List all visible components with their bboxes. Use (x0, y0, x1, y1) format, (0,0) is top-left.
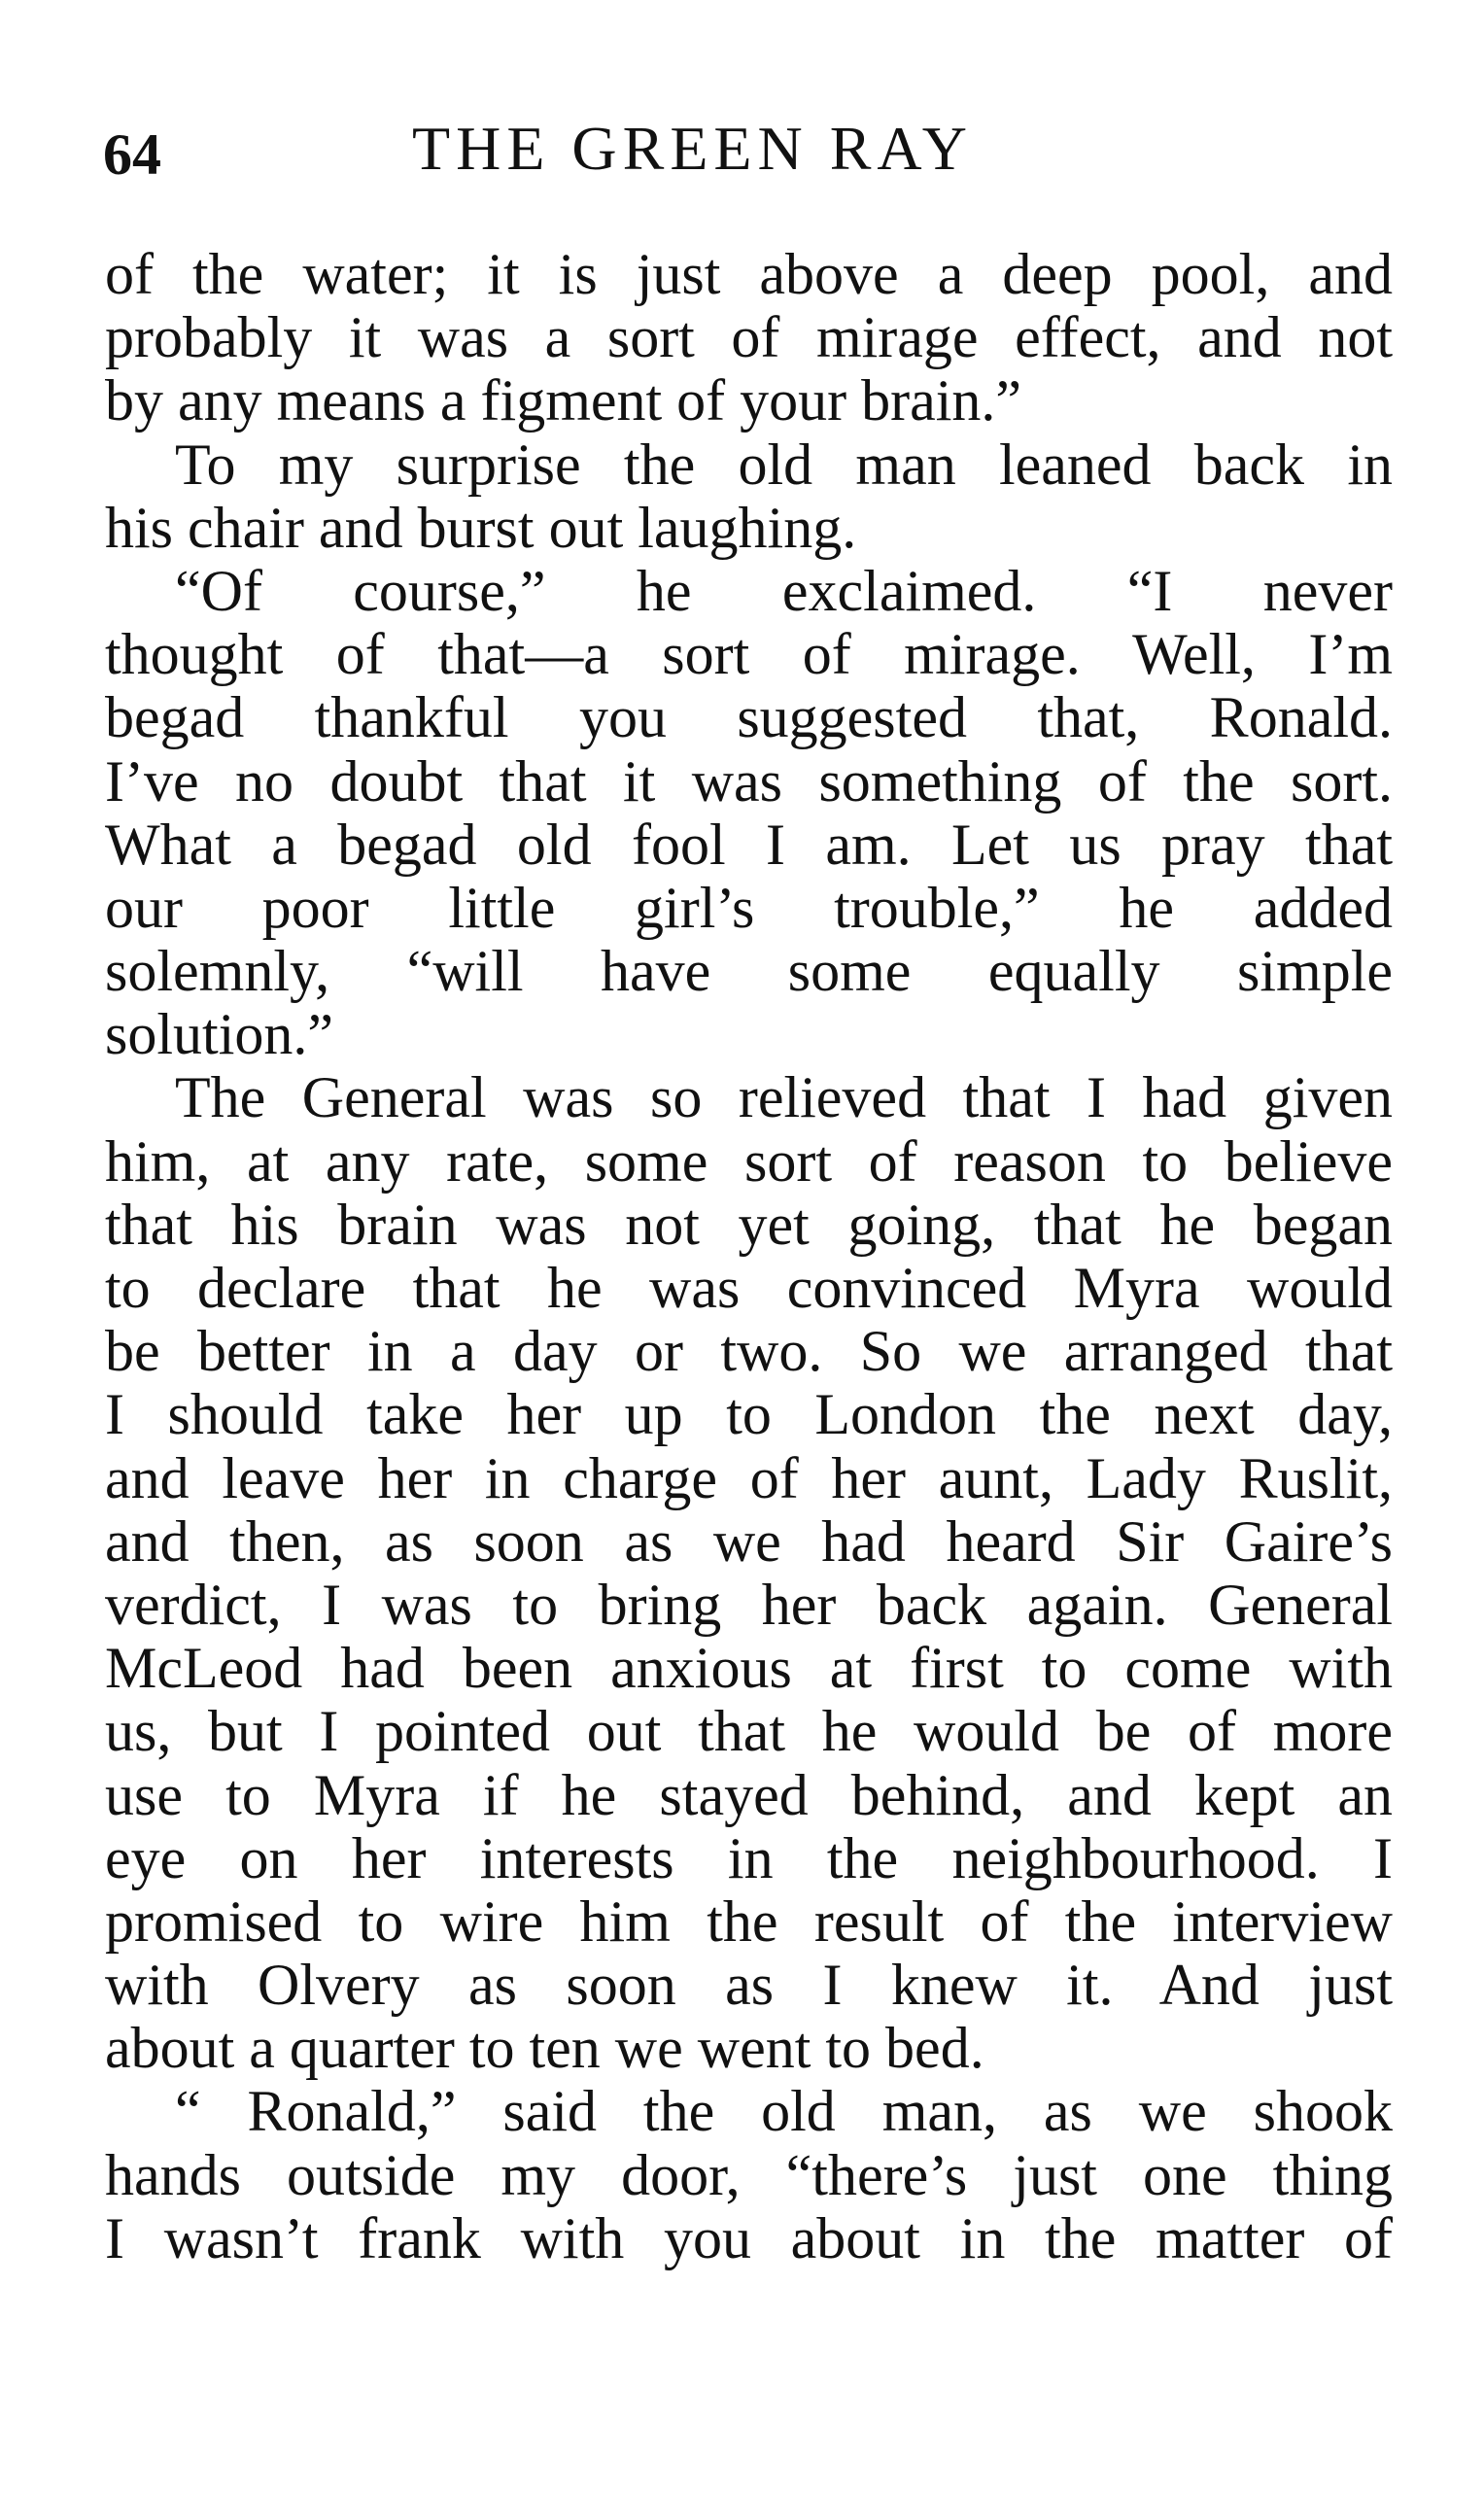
text-line: solemnly, “will have some equally simple (105, 940, 1393, 1004)
text-line: promised to wire him the result of the interview (105, 1889, 1393, 1954)
text-line: by any means a figment of your brain.” (105, 369, 1022, 433)
text-line: I wasn’t frank with you about in the matter of (105, 2206, 1393, 2270)
text-line: our poor little girl’s trouble,” he added (105, 876, 1393, 940)
page-number: 64 (103, 122, 161, 187)
body-text (105, 243, 1393, 2270)
text-line: begad thankful you suggested that, Ronald. (105, 686, 1393, 750)
text-line: “ Ronald,” said the old man, as we shook (175, 2080, 1393, 2144)
text-line: I’ve no doubt that it was something of the sort. (105, 749, 1393, 814)
text-line: him, at any rate, some sort of reason to believe (105, 1129, 1393, 1194)
text-line: use to Myra if he stayed behind, and kept an (105, 1763, 1393, 1827)
text-line: I should take her up to London the next day, (105, 1383, 1393, 1447)
text-line: and then, as soon as we had heard Sir Gaire’s (105, 1509, 1393, 1574)
text-line: “Of course,” he exclaimed. “I never (175, 559, 1393, 623)
text-line: to declare that he was convinced Myra would (105, 1257, 1393, 1320)
text-line: that his brain was not yet going, that he began (105, 1193, 1393, 1257)
text-line: and leave her in charge of her aunt, Lady Ruslit, (105, 1446, 1393, 1510)
text-line: What a begad old fool I am. Let us pray that (105, 813, 1393, 877)
text-line: The General was so relieved that I had given (175, 1066, 1393, 1130)
text-line: verdict, I was to bring her back again. General (105, 1573, 1393, 1637)
page-header (103, 115, 1386, 202)
text-line: be better in a day or two. So we arranged that (105, 1320, 1393, 1384)
text-line: McLeod had been anxious at first to come with (105, 1637, 1393, 1701)
text-line: with Olvery as soon as I knew it. And just (105, 1954, 1393, 2018)
text-line: about a quarter to ten we went to bed. (105, 2017, 984, 2081)
text-line: eye on her interests in the neighbourhood. I (105, 1826, 1393, 1890)
text-line: solution.” (105, 1003, 333, 1067)
text-line: probably it was a sort of mirage effect, and not (105, 306, 1393, 370)
text-line: To my surprise the old man leaned back in (175, 433, 1393, 497)
running-title: THE GREEN RAY (412, 114, 973, 183)
text-line: thought of that—a sort of mirage. Well, I’m (105, 623, 1393, 687)
text-line: his chair and burst out laughing. (105, 496, 857, 560)
text-line: hands outside my door, “there’s just one thing (105, 2143, 1393, 2207)
text-line: us, but I pointed out that he would be of more (105, 1700, 1393, 1764)
text-line: of the water; it is just above a deep pool, and (105, 243, 1393, 306)
